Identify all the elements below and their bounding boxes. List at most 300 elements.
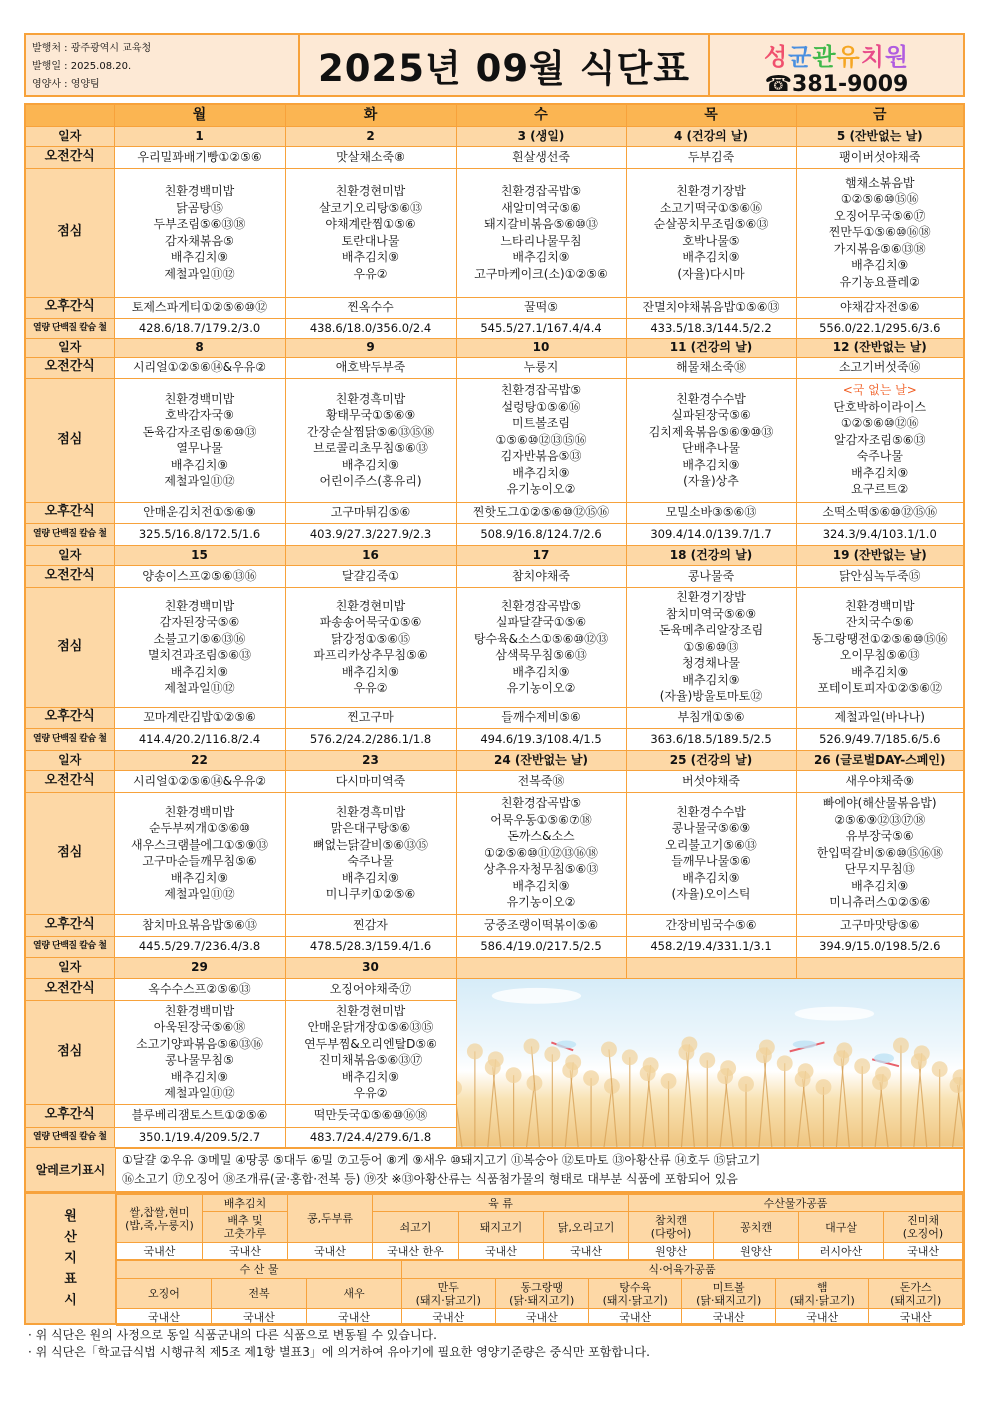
- origin-value: 국내산: [307, 1309, 402, 1326]
- pm-snack-label: 오후간식: [25, 914, 114, 936]
- lunch-item: 친환경기장밥: [676, 184, 746, 198]
- origin-seafood-group: 수 산 물: [117, 1261, 402, 1279]
- pm-snack-cell: 제철과일(바나나): [796, 707, 964, 728]
- lunch-cell: [285, 1000, 456, 1104]
- origin-value: 국내산: [117, 1309, 212, 1326]
- allergy-label: 알레르기표시: [26, 1148, 116, 1191]
- date-cell: 5 (잔반없는 날): [796, 126, 964, 146]
- date-cell: 9: [285, 338, 456, 357]
- date-cell: 18 (건강의 날): [626, 545, 796, 565]
- am-snack-row: [25, 770, 964, 792]
- origin-value: 국내산: [869, 1309, 963, 1326]
- lunch-item: 배추김치⑨: [512, 465, 570, 480]
- pm-snack-cell: 소떡소떡⑤⑥⑩⑫⑮⑯: [796, 502, 964, 523]
- lunch-cell: [114, 378, 285, 502]
- school-name-char: 치: [860, 43, 885, 71]
- lunch-item: (자율)오이스틱: [671, 887, 751, 901]
- lunch-item: 우유②: [353, 266, 388, 281]
- nutrition-cell: 576.2/24.2/286.1/1.8: [285, 728, 456, 750]
- lunch-cell: [796, 792, 964, 914]
- lunch-item: 유기농이오②: [506, 895, 576, 910]
- origin-label-char: 지: [64, 1251, 77, 1266]
- origin-value: 국내산: [495, 1309, 588, 1326]
- lunch-item: 어린이주스(홍유리): [319, 474, 422, 488]
- lunch-item: ①⑤⑥⑩⑬: [683, 639, 739, 654]
- date-cell: 29: [114, 957, 285, 978]
- am-snack-cell: 팽이버섯야채죽: [796, 146, 964, 168]
- lunch-cell: [626, 168, 796, 297]
- lunch-item: 닭강정①⑤⑥⑮: [330, 631, 411, 646]
- lunch-item: 배추김치⑨: [682, 672, 740, 687]
- note-1: · 위 식단은 원의 사정으로 동일 식품군내의 다른 식품으로 변동될 수 있습니다.: [28, 1328, 437, 1342]
- nutrition-row: [25, 318, 964, 338]
- origin-table-bottom: [116, 1260, 963, 1326]
- origin-pork: 돼지고기: [459, 1212, 544, 1243]
- origin-table: [24, 1193, 965, 1325]
- origin-label: [26, 1194, 116, 1323]
- am-snack-cell: 해물채소죽⑱: [626, 357, 796, 378]
- publisher-info: [26, 35, 300, 95]
- nutrition-label: 열량 단백질 칼슘 철: [25, 936, 114, 957]
- origin-value: 원양산: [714, 1243, 799, 1260]
- nutrition-cell: 350.1/19.4/209.5/2.7: [114, 1127, 285, 1148]
- lunch-item: 배추김치⑨: [341, 457, 400, 472]
- am-snack-label: 오전간식: [25, 978, 114, 1000]
- nutrition-cell: 324.3/9.4/103.1/1.0: [796, 523, 964, 545]
- lunch-item: 청경채나물: [682, 656, 740, 671]
- lunch-item: 단배추나물: [682, 441, 740, 455]
- date-cell: 19 (잔반없는 날): [796, 545, 964, 565]
- lunch-item: ①⑤⑥⑩⑫⑬⑮⑯: [495, 432, 587, 447]
- lunch-item: (자율)다시마: [677, 266, 745, 281]
- origin-squid: 오징어: [117, 1279, 212, 1309]
- pm-snack-cell: 궁중조랭이떡볶이⑤⑥: [456, 914, 626, 936]
- lunch-item: 김치제육볶음⑤⑥⑨⑩⑬: [648, 424, 774, 439]
- lunch-item: 두부조림⑤⑥⑬⑱: [153, 217, 246, 231]
- corner-cell: [25, 104, 114, 126]
- empty-date-cell: [626, 957, 796, 978]
- lunch-item: 배추김치⑨: [682, 870, 740, 885]
- date-label: 일자: [25, 545, 114, 565]
- date-cell: 23: [285, 750, 456, 770]
- date-row: [25, 750, 964, 770]
- lunch-cell: [114, 168, 285, 297]
- lunch-cell: [114, 587, 285, 707]
- pm-snack-cell: 찐고구마: [285, 707, 456, 728]
- pm-snack-cell: 고구마맛탕⑤⑥: [796, 914, 964, 936]
- am-snack-cell: 옥수수스프②⑤⑥⑬: [114, 978, 285, 1000]
- lunch-item: 요구르트②: [851, 482, 909, 497]
- lunch-item: 잔치국수⑤⑥: [845, 615, 914, 629]
- lunch-item: 배추김치⑨: [341, 870, 400, 885]
- nutrition-cell: 325.5/16.8/172.5/1.6: [114, 523, 285, 545]
- nutrition-cell: 483.7/24.4/279.6/1.8: [285, 1127, 456, 1148]
- lunch-item: 브로콜리초무침⑤⑥⑬: [313, 441, 428, 455]
- origin-value: 국내산: [402, 1309, 495, 1326]
- lunch-item: 탕수육&소스①⑤⑥⑩⑫⑬: [473, 631, 609, 646]
- am-snack-cell: 시리얼①②⑤⑥⑭&우유②: [114, 357, 285, 378]
- origin-processed-item: 탕수육 (돼지·닭고기): [589, 1279, 682, 1309]
- am-snack-cell: 콩나물죽: [626, 565, 796, 587]
- origin-kimchi: 배추 및 고춧가루: [203, 1212, 288, 1243]
- weekday-header: 월: [114, 104, 285, 126]
- school-info: [710, 35, 963, 95]
- lunch-item: 호박나물⑤: [682, 233, 740, 248]
- am-snack-cell: 누룽지: [456, 357, 626, 378]
- lunch-item: 배추김치⑨: [851, 465, 909, 480]
- am-snack-label: 오전간식: [25, 357, 114, 378]
- pm-snack-cell: 꿀떡⑤: [456, 297, 626, 318]
- origin-value: 원양산: [629, 1243, 714, 1260]
- date-cell: 12 (잔반없는 날): [796, 338, 964, 357]
- pm-snack-row: [25, 707, 964, 728]
- origin-processed-item: 햄 (돼지·닭고기): [775, 1279, 868, 1309]
- lunch-item: 친환경백미밥: [844, 598, 915, 613]
- no-soup-day-note: <국 없는 날>: [842, 383, 917, 398]
- lunch-item: 친환경현미밥: [335, 184, 406, 198]
- lunch-item: 토란대나물: [341, 233, 400, 248]
- lunch-row: [25, 168, 964, 297]
- lunch-item: 가지볶음⑤⑥⑬⑱: [833, 241, 926, 256]
- lunch-item: 배추김치⑨: [170, 1069, 229, 1084]
- origin-rice: 쌀,찹쌀,현미 (밥,죽,누룽지): [117, 1195, 203, 1243]
- school-name: [710, 37, 963, 72]
- lunch-label: 점심: [25, 1000, 114, 1104]
- lunch-item: 제철과일⑪⑫: [164, 1086, 235, 1100]
- am-snack-cell: 버섯야채죽: [626, 770, 796, 792]
- lunch-item: 미니츄러스①②⑤⑥: [829, 895, 931, 910]
- allergy-line-1: ①달걀 ②우유 ③메밀 ④땅콩 ⑤대두 ⑥밀 ⑦고등어 ⑧게 ⑨새우 ⑩돼지고기 ⑪복숭아 ⑫토마토 ⑬아황산류 ⑭호두 ⑮닭고기: [122, 1153, 761, 1167]
- nutrition-cell: 586.4/19.0/217.5/2.5: [456, 936, 626, 957]
- allergy-text: [116, 1148, 963, 1191]
- empty-date-cell: [456, 957, 626, 978]
- pm-snack-label: 오후간식: [25, 707, 114, 728]
- allergy-legend: [24, 1148, 965, 1193]
- header-box: [24, 33, 965, 97]
- am-snack-row: [25, 146, 964, 168]
- lunch-item: 돈육메추리알장조림: [658, 623, 764, 638]
- am-snack-label: 오전간식: [25, 770, 114, 792]
- date-row: [25, 126, 964, 146]
- origin-seafood-proc-group: 수산물가공품: [629, 1195, 963, 1212]
- empty-date-cell: [796, 957, 964, 978]
- origin-beef: 쇠고기: [373, 1212, 459, 1243]
- lunch-item: 뼈없는닭갈비⑤⑥⑬⑮: [312, 837, 429, 852]
- lunch-item: 친환경기장밥: [676, 590, 746, 605]
- lunch-item: 소고기양파볶음⑤⑥⑬⑯: [136, 1036, 263, 1051]
- lunch-label: 점심: [25, 378, 114, 502]
- pm-snack-cell: 찐감자: [285, 914, 456, 936]
- pm-snack-cell: 들깨수제비⑤⑥: [456, 707, 626, 728]
- origin-value: 국내산: [544, 1243, 629, 1260]
- lunch-item: 알감자조림⑤⑥⑬: [834, 432, 926, 447]
- origin-saury: 꽁치캔: [714, 1212, 799, 1243]
- lunch-item: 소고기떡국①⑤⑥⑯: [659, 200, 763, 215]
- date-row: [25, 957, 964, 978]
- origin-kimchi-group: 배추김치: [203, 1195, 288, 1212]
- lunch-item: 배추김치⑨: [512, 664, 570, 679]
- lunch-item: 배추김치⑨: [682, 250, 740, 264]
- lunch-item: 친환경수수밥: [676, 391, 746, 406]
- am-snack-cell: 흰살생선죽: [456, 146, 626, 168]
- date-cell: 1: [114, 126, 285, 146]
- allergy-line-2: ⑯소고기 ⑰오징어 ⑱조개류(굴·홍합·전복 등) ⑲잣 ※⑬아황산류는 식품첨가물의 형태로 대부분 식품에 포함되어 있음: [122, 1172, 738, 1186]
- nutrition-label: 열량 단백질 칼슘 철: [25, 523, 114, 545]
- lunch-label: 점심: [25, 792, 114, 914]
- lunch-item: 친환경흑미밥: [335, 804, 406, 819]
- lunch-cell: [626, 587, 796, 707]
- origin-value: 러시아산: [799, 1243, 884, 1260]
- lunch-item: ①②⑤⑥⑩⑫⑯: [840, 416, 919, 431]
- origin-processed-item: 동그랑땡 (닭·돼지고기): [495, 1279, 588, 1309]
- lunch-row: [25, 378, 964, 502]
- origin-processed-item: 만두 (돼지·닭고기): [402, 1279, 495, 1309]
- lunch-cell: [285, 587, 456, 707]
- lunch-item: (자율)방울토마토⑫: [659, 689, 763, 704]
- lunch-item: 배추김치⑨: [512, 250, 570, 264]
- am-snack-cell: 맛살채소죽⑧: [285, 146, 456, 168]
- pm-snack-row: [25, 914, 964, 936]
- origin-bean: 콩,두부류: [288, 1195, 373, 1243]
- lunch-item: 간장순살찜닭⑤⑥⑬⑮⑱: [306, 424, 435, 439]
- nutrition-cell: 545.5/27.1/167.4/4.4: [456, 318, 626, 338]
- pm-snack-label: 오후간식: [25, 297, 114, 318]
- nutrition-row: [25, 936, 964, 957]
- lunch-cell: [626, 378, 796, 502]
- origin-label-char: 표: [64, 1272, 77, 1287]
- am-snack-label: 오전간식: [25, 146, 114, 168]
- lunch-item: 친환경백미밥: [164, 184, 235, 198]
- lunch-item: 친환경흑미밥: [335, 391, 406, 406]
- am-snack-row: [25, 978, 964, 1000]
- lunch-item: 친환경백미밥: [164, 1003, 235, 1018]
- lunch-item: 우유②: [353, 1086, 388, 1100]
- lunch-item: 친환경잡곡밥⑤: [500, 598, 582, 613]
- origin-value: 국내산: [589, 1309, 682, 1326]
- date-cell: 2: [285, 126, 456, 146]
- nutrition-cell: 478.5/28.3/159.4/1.6: [285, 936, 456, 957]
- origin-tuna: 참치캔 (다랑어): [629, 1212, 714, 1243]
- nutrition-cell: 556.0/22.1/295.6/3.6: [796, 318, 964, 338]
- lunch-item: 찐만두①⑤⑥⑩⑯⑱: [828, 225, 931, 240]
- origin-meat-group: 육 류: [373, 1195, 629, 1212]
- lunch-item: 배추김치⑨: [170, 457, 229, 472]
- lunch-item: 고구마케이크(소)①②⑤⑥: [474, 266, 608, 281]
- lunch-item: 오이무침⑤⑥⑬: [839, 648, 920, 662]
- lunch-cell: [456, 378, 626, 502]
- weekday-header: 목: [626, 104, 796, 126]
- pm-snack-cell: 부침개①⑤⑥: [626, 707, 796, 728]
- lunch-item: 돈육감자조림⑤⑥⑩⑬: [142, 424, 257, 439]
- lunch-item: 콩나물무침⑤: [165, 1053, 234, 1067]
- lunch-item: 햄채소볶음밥: [844, 175, 915, 190]
- origin-value: 국내산: [884, 1243, 963, 1260]
- origin-value: 국내산: [682, 1309, 775, 1326]
- nutrition-cell: 403.9/27.3/227.9/2.3: [285, 523, 456, 545]
- lunch-item: 배추김치⑨: [341, 664, 400, 679]
- lunch-item: 호박감자국⑨: [165, 408, 234, 422]
- lunch-item: 연두부찜&오리엔탈D⑤⑥: [304, 1036, 437, 1051]
- lunch-item: 배추김치⑨: [851, 664, 909, 679]
- date-cell: 4 (건강의 날): [626, 126, 796, 146]
- lunch-item: 배추김치⑨: [341, 250, 400, 264]
- nutrition-cell: 309.4/14.0/139.7/1.7: [626, 523, 796, 545]
- am-snack-cell: 다시마미역죽: [285, 770, 456, 792]
- lunch-item: 친환경잡곡밥⑤: [500, 796, 582, 811]
- lunch-item: 친환경백미밥: [164, 804, 235, 819]
- lunch-item: 친환경현미밥: [335, 598, 406, 613]
- lunch-item: 배추김치⑨: [170, 250, 229, 264]
- lunch-item: 진미채볶음⑤⑥⑬⑰: [318, 1053, 423, 1067]
- nutrition-label: 열량 단백질 칼슘 철: [25, 1127, 114, 1148]
- lunch-item: 단무지무침⑬: [844, 862, 915, 877]
- date-cell: 26 (글로벌DAY-스페인): [796, 750, 964, 770]
- lunch-cell: [456, 168, 626, 297]
- nutrition-label: 열량 단백질 칼슘 철: [25, 728, 114, 750]
- lunch-item: 제철과일⑪⑫: [164, 266, 235, 281]
- lunch-item: 유기농이오②: [506, 482, 576, 497]
- lunch-item: 고구마순들깨무침⑤⑥: [142, 854, 257, 868]
- origin-shrimp: 새우: [307, 1279, 402, 1309]
- am-snack-cell: 애호박두부죽: [285, 357, 456, 378]
- date-cell: 24 (잔반없는 날): [456, 750, 626, 770]
- origin-chicken: 닭,오리고기: [544, 1212, 629, 1243]
- origin-value: 국내산: [288, 1243, 373, 1260]
- lunch-cell: [626, 792, 796, 914]
- lunch-item: 빠에야(해산물볶음밥): [822, 796, 937, 811]
- lunch-item: 배추김치⑨: [682, 457, 740, 472]
- pm-snack-label: 오후간식: [25, 1104, 114, 1127]
- nutrition-cell: 508.9/16.8/124.7/2.6: [456, 523, 626, 545]
- school-name-char: 성: [763, 43, 789, 71]
- school-name-char: 관: [812, 43, 837, 71]
- date-label: 일자: [25, 338, 114, 357]
- nutrition-cell: 494.6/19.3/108.4/1.5: [456, 728, 626, 750]
- origin-processed-group: 식·어육가공품: [402, 1261, 963, 1279]
- nutrition-cell: 433.5/18.3/144.5/2.2: [626, 318, 796, 338]
- lunch-cell: [114, 792, 285, 914]
- lunch-row: [25, 792, 964, 914]
- dietitian: 영양사 : 영양팀: [32, 79, 100, 90]
- weekday-header: 금: [796, 104, 964, 126]
- pm-snack-cell: 참치마요볶음밥⑤⑥⑬: [114, 914, 285, 936]
- nutrition-cell: 363.6/18.5/189.5/2.5: [626, 728, 796, 750]
- pm-snack-cell: 야채감자전⑤⑥: [796, 297, 964, 318]
- lunch-item: 배추김치⑨: [512, 878, 570, 893]
- school-name-char: 유: [836, 43, 861, 71]
- lunch-cell: [796, 168, 964, 297]
- lunch-cell: [456, 792, 626, 914]
- am-snack-label: 오전간식: [25, 565, 114, 587]
- lunch-item: ②⑤⑥⑨⑫⑬⑰⑱: [834, 812, 926, 827]
- lunch-item: 포테이토피자①②⑤⑥⑫: [817, 681, 943, 695]
- lunch-item: 어묵우동①⑤⑥⑦⑱: [490, 812, 592, 827]
- lunch-item: 친환경백미밥: [164, 391, 235, 406]
- pm-snack-cell: 찐핫도그①②⑤⑥⑩⑫⑮⑯: [456, 502, 626, 523]
- date-label: 일자: [25, 957, 114, 978]
- lunch-item: 유부장국⑤⑥: [845, 829, 914, 844]
- origin-value: 국내산: [212, 1309, 307, 1326]
- origin-value: 국내산: [203, 1243, 288, 1260]
- nutrition-cell: 414.4/20.2/116.8/2.4: [114, 728, 285, 750]
- lunch-label: 점심: [25, 587, 114, 707]
- lunch-item: 한입떡갈비⑤⑥⑩⑮⑯⑱: [816, 845, 943, 860]
- origin-squid-dried: 진미채 (오징어): [884, 1212, 963, 1243]
- pm-snack-cell: 블루베리잼토스트①②⑤⑥: [114, 1104, 285, 1127]
- lunch-item: 돼지갈비볶음⑤⑥⑩⑬: [484, 217, 598, 231]
- pm-snack-cell: 꼬마계란김밥①②⑤⑥: [114, 707, 285, 728]
- lunch-item: 참치미역국⑤⑥⑨: [665, 606, 757, 621]
- lunch-item: 배추김치⑨: [170, 664, 229, 679]
- pm-snack-cell: 안매운김치전①⑤⑥⑨: [114, 502, 285, 523]
- lunch-item: 배추김치⑨: [851, 258, 909, 273]
- pm-snack-cell: 토제스파게티①②⑤⑥⑩⑫: [114, 297, 285, 318]
- origin-value: 국내산 한우: [373, 1243, 459, 1260]
- origin-abalone: 전복: [212, 1279, 307, 1309]
- nutrition-cell: 394.9/15.0/198.5/2.6: [796, 936, 964, 957]
- am-snack-cell: 오징어야채죽⑰: [285, 978, 456, 1000]
- origin-label-char: 산: [64, 1230, 77, 1245]
- lunch-item: 유기농이오②: [506, 681, 576, 695]
- date-label: 일자: [25, 750, 114, 770]
- pm-snack-cell: 모밀소바③⑤⑥⑬: [626, 502, 796, 523]
- lunch-cell: [796, 587, 964, 707]
- lunch-item: 순살꽁치무조림⑤⑥⑬: [653, 217, 769, 231]
- note-2: · 위 식단은「학교급식법 시행규칙 제5조 제1항 별표3」에 의거하여 유아기에 필요한 영양기준량은 중식만 포함합니다.: [28, 1345, 650, 1359]
- nutrition-row: [25, 523, 964, 545]
- origin-label-char: 시: [64, 1293, 77, 1308]
- am-snack-row: [25, 565, 964, 587]
- pm-snack-cell: 잔멸치야채볶음밥①⑤⑥⑬: [626, 297, 796, 318]
- lunch-item: 새우스크램블에그①⑤⑨⑬: [130, 837, 268, 852]
- am-snack-cell: 양송이스프②⑤⑥⑬⑯: [114, 565, 285, 587]
- pm-snack-cell: 찐옥수수: [285, 297, 456, 318]
- page-title: 2025년 09월 식단표: [300, 35, 710, 95]
- lunch-item: 살코기오리탕⑤⑥⑬: [318, 200, 423, 215]
- lunch-item: 맑은대구탕⑤⑥: [330, 821, 411, 835]
- weekday-header: 화: [285, 104, 456, 126]
- lunch-item: ①②⑤⑥⑩⑪⑫⑬⑯⑱: [484, 845, 598, 860]
- lunch-item: ①②⑤⑥⑩⑮⑯: [840, 192, 919, 207]
- am-snack-row: [25, 357, 964, 378]
- lunch-cell: [285, 792, 456, 914]
- pm-snack-row: [25, 297, 964, 318]
- lunch-item: 삼색묵무침⑤⑥⑬: [495, 648, 587, 662]
- date-cell: 8: [114, 338, 285, 357]
- lunch-item: 황태무국①⑤⑥⑨: [325, 408, 416, 422]
- lunch-item: 오징어무국⑤⑥⑰: [834, 208, 926, 223]
- origin-cod: 대구살: [799, 1212, 884, 1243]
- lunch-item: 동그랑땡전①②⑤⑥⑩⑮⑯: [811, 631, 948, 646]
- date-cell: 25 (건강의 날): [626, 750, 796, 770]
- origin-table-top: [116, 1194, 963, 1260]
- am-snack-cell: 소고기버섯죽⑯: [796, 357, 964, 378]
- lunch-item: 배추김치⑨: [341, 1069, 400, 1084]
- lunch-item: 느타리나물무침: [500, 233, 582, 248]
- school-name-char: 균: [788, 43, 813, 71]
- lunch-cell: [456, 587, 626, 707]
- am-snack-cell: 두부김죽: [626, 146, 796, 168]
- lunch-item: 친환경잡곡밥⑤: [500, 184, 582, 198]
- lunch-item: 감자된장국⑤⑥: [159, 615, 240, 629]
- lunch-cell: [796, 378, 964, 502]
- origin-processed-item: 돈가스 (돼지고기): [869, 1279, 963, 1309]
- lunch-item: 실파된장국⑤⑥: [671, 408, 751, 422]
- lunch-item: 배추김치⑨: [851, 878, 909, 893]
- lunch-item: 소불고기⑤⑥⑬⑯: [153, 631, 246, 646]
- lunch-item: 파송송어묵국①⑤⑥: [319, 615, 422, 629]
- nutrition-cell: 458.2/19.4/331.1/3.1: [626, 936, 796, 957]
